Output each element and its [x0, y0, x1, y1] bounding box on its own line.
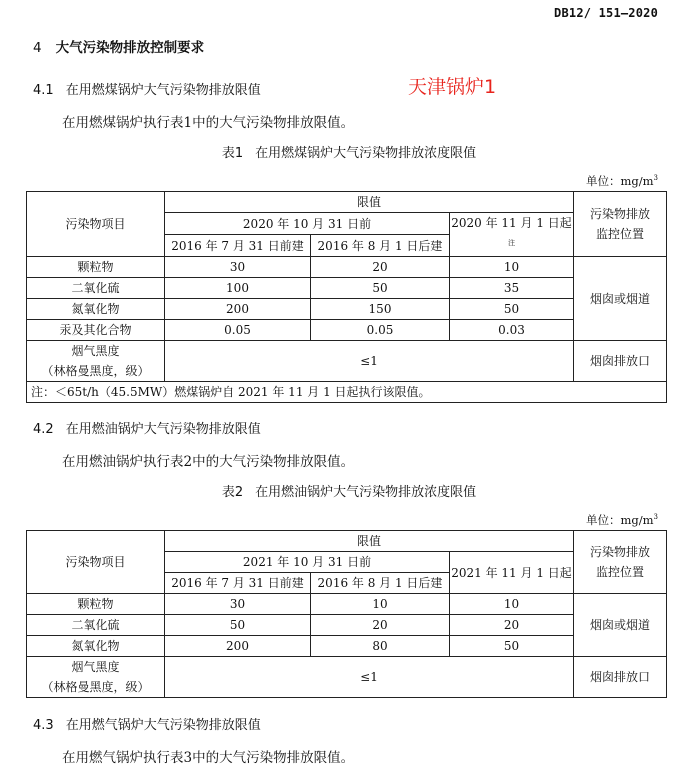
document-number: DB12/ 151—2020	[554, 6, 658, 20]
header-period-from: 2020 年 11 月 1 日起$^注$	[450, 213, 574, 257]
smoke-blackness-value: ≤1	[165, 341, 574, 382]
table-2-oil-boiler-limits	[26, 530, 667, 698]
section-title: 在用燃煤锅炉大气污染物排放限值	[65, 83, 261, 98]
header-built-after: 2016 年 8 月 1 日后建	[311, 573, 450, 594]
section-4-3-paragraph: 在用燃气锅炉执行表3中的大气污染物排放限值。	[62, 750, 355, 766]
table-1-note: 注：＜65t/h（45.5MW）燃煤锅炉自 2021 年 11 月 1 日起执行该限值。	[27, 382, 667, 403]
table-row: 颗粒物 30 10 10 烟囱或烟道	[27, 594, 667, 615]
section-4-2-heading: 4.2 在用燃油锅炉大气污染物排放限值	[33, 422, 261, 437]
section-4-1-paragraph: 在用燃煤锅炉执行表1中的大气污染物排放限值。	[62, 115, 355, 131]
section-number: 4.1	[33, 83, 54, 98]
header-pollutant: 污染物项目	[27, 192, 165, 257]
header-pollutant: 污染物项目	[27, 531, 165, 594]
header-period-before: 2020 年 10 月 31 日前	[165, 213, 450, 235]
table-row: 二氧化硫 50 20 20	[27, 615, 667, 636]
header-limit: 限值	[165, 192, 574, 213]
table-2-caption: 表2 在用燃油锅炉大气污染物排放浓度限值	[221, 485, 477, 500]
table-1-caption: 表1 在用燃煤锅炉大气污染物排放浓度限值	[221, 146, 477, 161]
section-4-heading	[33, 36, 204, 56]
header-period-before: 2021 年 10 月 31 日前	[165, 552, 450, 573]
header-monitor-location: 污染物排放 监控位置	[574, 531, 667, 594]
section-title: 大气污染物排放控制要求	[55, 40, 205, 56]
header-built-after: 2016 年 8 月 1 日后建	[311, 235, 450, 257]
table-row: 二氧化硫 100 50 35	[27, 278, 667, 299]
section-4-3-heading: 4.3 在用燃气锅炉大气污染物排放限值	[33, 718, 261, 733]
smoke-monitor-location: 烟囱排放口	[574, 341, 667, 382]
section-4-2-paragraph: 在用燃油锅炉执行表2中的大气污染物排放限值。	[62, 454, 355, 470]
smoke-blackness-label: 烟气黑度 （林格曼黑度，级）	[27, 657, 165, 698]
smoke-blackness-value: ≤1	[165, 657, 574, 698]
table-row: 氮氧化物 200 80 50	[27, 636, 667, 657]
table-1-coal-boiler-limits	[26, 191, 667, 403]
monitor-stack-or-flue: 烟囱或烟道	[574, 594, 667, 657]
table-row: 汞及其化合物 0.05 0.05 0.03	[27, 320, 667, 341]
header-period-from: 2021 年 11 月 1 日起	[450, 552, 574, 594]
smoke-monitor-location: 烟囱排放口	[574, 657, 667, 698]
table-row: 颗粒物 30 20 10 烟囱或烟道	[27, 257, 667, 278]
section-number: 4	[33, 40, 42, 56]
table-row-smoke	[27, 341, 667, 382]
red-annotation-stamp: 天津锅炉1	[408, 76, 497, 98]
header-monitor-location: 污染物排放 监控位置	[574, 192, 667, 257]
header-built-before: 2016 年 7 月 31 日前建	[165, 573, 311, 594]
table-row-smoke	[27, 657, 667, 698]
monitor-stack-or-flue: 烟囱或烟道	[574, 257, 667, 341]
table-1-unit: 单位：$mg/m^3$	[585, 174, 658, 188]
header-built-before: 2016 年 7 月 31 日前建	[165, 235, 311, 257]
table-row: 氮氧化物 200 150 50	[27, 299, 667, 320]
header-limit: 限值	[165, 531, 574, 552]
table-2-unit: 单位：$mg/m^3$	[585, 513, 658, 527]
smoke-blackness-label: 烟气黑度 （林格曼黑度，级）	[27, 341, 165, 382]
section-4-1-heading	[33, 79, 261, 98]
